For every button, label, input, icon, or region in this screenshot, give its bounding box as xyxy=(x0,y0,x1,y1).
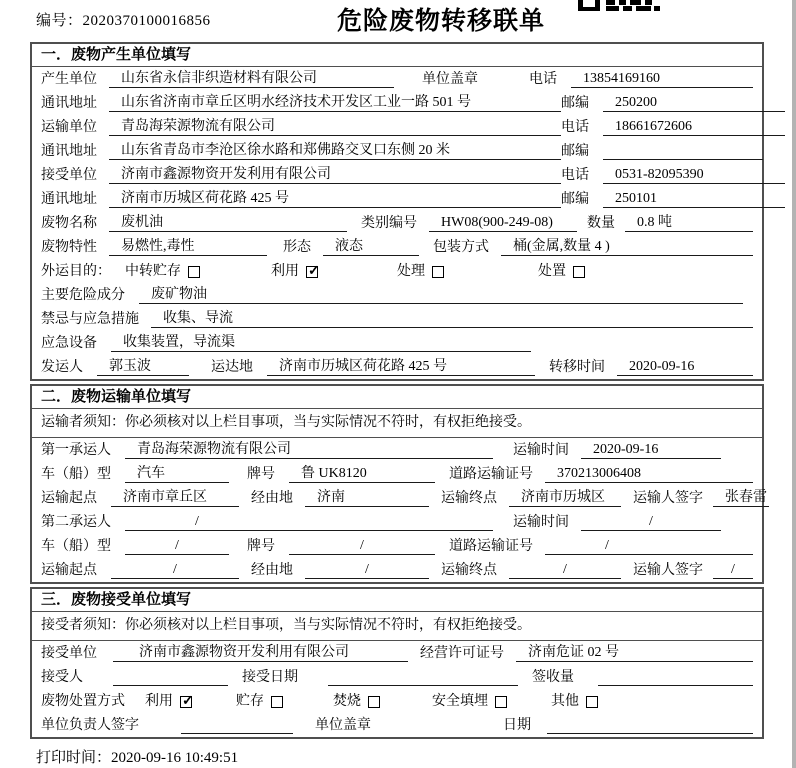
form-row-waste-property xyxy=(32,235,762,259)
plate-number-2-label: 牌号 xyxy=(247,539,275,554)
receiver-unit-value: 济南市鑫源物资开发利用有限公司 xyxy=(109,167,561,184)
section-transport xyxy=(30,384,767,584)
section-producer-title: 一．废物产生单位填写 xyxy=(32,44,762,67)
section-receiver-title: 三．废物接受单位填写 xyxy=(32,589,762,612)
road-transport-cert-1-value: 370213006408 xyxy=(545,466,753,483)
form-row-producer-address xyxy=(32,91,762,115)
via-1-value: 济南 xyxy=(305,490,429,507)
transfer-date-label: 转移时间 xyxy=(549,360,605,375)
receiver-unit-label: 接受单位 xyxy=(41,168,97,183)
waste-name-value: 废机油 xyxy=(109,215,347,232)
form-row-vehicle-2 xyxy=(32,534,762,558)
carrier-1-label: 第一承运人 xyxy=(41,443,111,458)
producer-phone-label: 电话 xyxy=(529,72,557,87)
transporter-signature-2-label: 运输人签字 xyxy=(633,563,703,578)
carrier-2-label: 第二承运人 xyxy=(41,515,111,530)
waste-property-label: 废物特性 xyxy=(41,240,97,255)
responsible-signature-label: 单位负责人签字 xyxy=(41,718,139,733)
business-license-label: 经营许可证号 xyxy=(420,646,504,661)
transport-address-value: 山东省青岛市李沧区徐水路和郑佛路交叉口东侧 20 米 xyxy=(109,143,561,160)
origin-1-label: 运输起点 xyxy=(41,491,97,506)
form-row-vehicle-1 xyxy=(32,462,762,486)
form-row-transport-unit xyxy=(32,115,762,139)
vehicle-type-2-value: / xyxy=(125,538,229,555)
vehicle-type-1-value: 汽车 xyxy=(125,466,229,483)
disposal-store-checkbox xyxy=(271,696,283,708)
terminus-2-value: / xyxy=(509,562,621,579)
disposal-other-label: 其他 xyxy=(551,694,579,709)
receiver-address-value: 济南市历城区荷花路 425 号 xyxy=(109,191,561,208)
packing-method-label: 包装方式 xyxy=(433,240,489,255)
transporter-notice: 运输者须知：你必须核对以上栏目事项，当与实际情况不符时，有权拒绝接受。 xyxy=(32,409,762,438)
disposal-utilize-label: 利用 xyxy=(145,694,173,709)
waste-property-value: 易燃性,毒性 xyxy=(109,239,267,256)
origin-2-label: 运输起点 xyxy=(41,563,97,578)
transport-date-1-value: 2020-09-16 xyxy=(581,442,721,459)
disposal-store-label: 贮存 xyxy=(236,694,264,709)
purpose-utilize-checkbox xyxy=(306,266,318,278)
form-row-emergency-equipment xyxy=(32,331,762,355)
destination-label: 运达地 xyxy=(211,360,253,375)
receiver-phone-value: 0531-82095390 xyxy=(603,167,785,184)
purpose-transit-storage-label: 中转贮存 xyxy=(125,264,181,279)
plate-number-2-value: / xyxy=(289,538,435,555)
transport-phone-value: 18661672606 xyxy=(603,119,785,136)
carrier-2-value: / xyxy=(125,514,493,531)
purpose-treat-label: 处理 xyxy=(397,264,425,279)
accept-date-label: 接受日期 xyxy=(242,670,298,685)
transport-zip-value xyxy=(603,143,763,160)
receiver-phone-label: 电话 xyxy=(561,168,589,183)
form-row-responsible-signature xyxy=(32,713,762,737)
plate-number-1-value: 鲁 UK8120 xyxy=(289,466,435,483)
form-row-hazard-component xyxy=(32,283,762,307)
transport-date-2-label: 运输时间 xyxy=(513,515,569,530)
via-2-value: / xyxy=(305,562,429,579)
producer-zip-label: 邮编 xyxy=(561,96,589,111)
form-row-dispatch xyxy=(32,355,762,379)
transporter-signature-1-value: 张春雷 xyxy=(713,490,769,507)
receiver-unit-seal-label: 单位盖章 xyxy=(315,718,371,733)
producer-zip-value: 250200 xyxy=(603,95,785,112)
vehicle-type-2-label: 车（船）型 xyxy=(41,539,111,554)
acceptor-value xyxy=(113,669,228,686)
form-row-taboo-measures xyxy=(32,307,762,331)
serial-number: 2020370100016856 xyxy=(82,13,211,29)
form-row-acceptor xyxy=(32,665,762,689)
form-row-carrier-2 xyxy=(32,510,762,534)
quantity-value: 0.8 吨 xyxy=(625,215,753,232)
page-edge-shadow xyxy=(792,0,796,768)
terminus-1-value: 济南市历城区 xyxy=(509,490,621,507)
form-row-transfer-purpose xyxy=(32,259,762,283)
origin-1-value: 济南市章丘区 xyxy=(111,490,239,507)
print-time-line xyxy=(36,746,796,767)
form-row-receiving-unit xyxy=(32,641,762,665)
taboo-measures-value: 收集、导流 xyxy=(151,311,753,328)
category-code-value: HW08(900-249-08) xyxy=(429,215,577,232)
form-row-route-2 xyxy=(32,558,762,582)
via-2-label: 经由地 xyxy=(251,563,293,578)
quantity-label: 数量 xyxy=(587,216,615,231)
section-receiver xyxy=(30,587,764,739)
transport-phone-label: 电话 xyxy=(561,120,589,135)
transporter-signature-1-label: 运输人签字 xyxy=(633,491,703,506)
disposal-other-checkbox xyxy=(586,696,598,708)
serial-number-line xyxy=(36,9,211,30)
plate-number-1-label: 牌号 xyxy=(247,467,275,482)
transport-zip-label: 邮编 xyxy=(561,144,589,159)
transfer-purpose-label: 外运目的： xyxy=(41,264,111,279)
producer-unit-label: 产生单位 xyxy=(41,72,97,87)
dispatcher-label: 发运人 xyxy=(41,360,83,375)
section-producer xyxy=(30,42,764,381)
receive-date-value xyxy=(547,717,753,734)
packing-method-value: 桶(金属,数量 4 ) xyxy=(501,239,753,256)
form-row-receiver-address xyxy=(32,187,762,211)
responsible-signature-value xyxy=(181,717,293,734)
print-time-label: 打印时间： xyxy=(36,750,112,766)
form-row-carrier-1 xyxy=(32,438,762,462)
waste-name-label: 废物名称 xyxy=(41,216,97,231)
form-row-receiver-unit xyxy=(32,163,762,187)
disposal-method-label: 废物处置方式 xyxy=(41,694,125,709)
acceptor-label: 接受人 xyxy=(41,670,83,685)
receiving-unit-value: 济南市鑫源物资开发利用有限公司 xyxy=(113,645,408,662)
receive-date-label: 日期 xyxy=(503,718,531,733)
receiving-unit-label: 接受单位 xyxy=(41,646,97,661)
print-time-value: 2020-09-16 10:49:51 xyxy=(111,750,239,766)
transport-address-label: 通讯地址 xyxy=(41,144,97,159)
road-transport-cert-2-label: 道路运输证号 xyxy=(449,539,533,554)
road-transport-cert-1-label: 道路运输证号 xyxy=(449,467,533,482)
section-transport-title: 二．废物运输单位填写 xyxy=(32,386,762,409)
form-row-waste-name xyxy=(32,211,762,235)
hazard-component-value: 废矿物油 xyxy=(139,287,743,304)
qr-code-fragment xyxy=(578,0,660,11)
form-row-route-1 xyxy=(32,486,767,510)
purpose-treat-checkbox xyxy=(432,266,444,278)
receiver-notice: 接受者须知：你必须核对以上栏目事项，当与实际情况不符时，有权拒绝接受。 xyxy=(32,612,762,641)
disposal-landfill-label: 安全填埋 xyxy=(432,694,488,709)
form-state-value: 液态 xyxy=(323,239,419,256)
receiver-address-label: 通讯地址 xyxy=(41,192,97,207)
disposal-incinerate-label: 焚烧 xyxy=(333,694,361,709)
road-transport-cert-2-value: / xyxy=(545,538,753,555)
transport-date-2-value: / xyxy=(581,514,721,531)
purpose-utilize-label: 利用 xyxy=(271,264,299,279)
form-row-disposal-method xyxy=(32,689,762,713)
producer-phone-value: 13854169160 xyxy=(571,71,753,88)
origin-2-value: / xyxy=(111,562,239,579)
disposal-incinerate-checkbox xyxy=(368,696,380,708)
producer-address-value: 山东省济南市章丘区明水经济技术开发区工业一路 501 号 xyxy=(109,95,561,112)
form-row-producer-unit xyxy=(32,67,762,91)
received-quantity-label: 签收量 xyxy=(532,670,574,685)
form-row-transport-address xyxy=(32,139,762,163)
purpose-dispose-checkbox xyxy=(573,266,585,278)
unit-seal-label: 单位盖章 xyxy=(422,72,478,87)
purpose-transit-storage-checkbox xyxy=(188,266,200,278)
terminus-1-label: 运输终点 xyxy=(441,491,497,506)
received-quantity-value xyxy=(598,669,753,686)
terminus-2-label: 运输终点 xyxy=(441,563,497,578)
form-state-label: 形态 xyxy=(283,240,311,255)
transporter-signature-2-value: / xyxy=(713,562,753,579)
serial-label: 编号： xyxy=(36,13,83,29)
via-1-label: 经由地 xyxy=(251,491,293,506)
destination-value: 济南市历城区荷花路 425 号 xyxy=(267,359,535,376)
dispatcher-value: 郭玉波 xyxy=(97,359,189,376)
document-header xyxy=(0,0,796,42)
business-license-value: 济南危证 02 号 xyxy=(516,645,753,662)
purpose-dispose-label: 处置 xyxy=(538,264,566,279)
transport-date-1-label: 运输时间 xyxy=(513,443,569,458)
producer-unit-value: 山东省永信非织造材料有限公司 xyxy=(109,71,394,88)
hazard-component-label: 主要危险成分 xyxy=(41,288,125,303)
vehicle-type-1-label: 车（船）型 xyxy=(41,467,111,482)
emergency-equipment-value: 收集装置，导流渠 xyxy=(111,335,531,352)
emergency-equipment-label: 应急设备 xyxy=(41,336,97,351)
transport-unit-value: 青岛海荣源物流有限公司 xyxy=(109,119,561,136)
carrier-1-value: 青岛海荣源物流有限公司 xyxy=(125,442,493,459)
category-code-label: 类别编号 xyxy=(361,216,417,231)
transport-unit-label: 运输单位 xyxy=(41,120,97,135)
disposal-landfill-checkbox xyxy=(495,696,507,708)
page-title: 危险废物转移联单 xyxy=(337,8,546,35)
receiver-zip-label: 邮编 xyxy=(561,192,589,207)
taboo-measures-label: 禁忌与应急措施 xyxy=(41,312,139,327)
transfer-date-value: 2020-09-16 xyxy=(617,359,753,376)
accept-date-value xyxy=(328,669,518,686)
disposal-utilize-checkbox xyxy=(180,696,192,708)
producer-address-label: 通讯地址 xyxy=(41,96,97,111)
receiver-zip-value: 250101 xyxy=(603,191,785,208)
